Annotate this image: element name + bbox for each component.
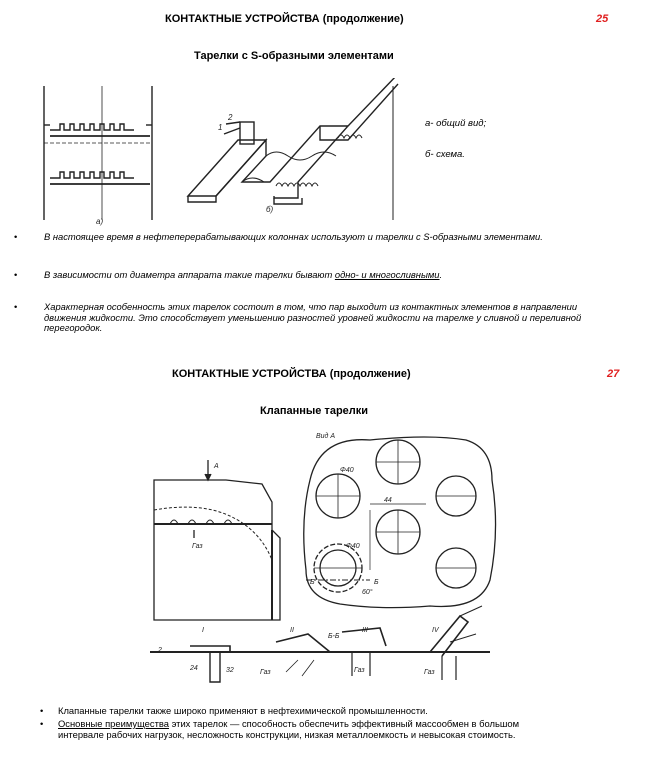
slide1-bullet-2-underlined: одно- и многосливными bbox=[334, 269, 440, 280]
slide1-bullet-2: • В зависимости от диаметра аппарата такие тарелки бывают одно- и многосливными. bbox=[14, 269, 443, 280]
slide1-bullet-2-end: . bbox=[439, 269, 443, 280]
section-view bbox=[154, 480, 280, 620]
label-a: а) bbox=[96, 217, 104, 226]
label-angle-60: 60° bbox=[362, 589, 373, 596]
s-tray-scheme bbox=[188, 78, 398, 204]
s-tray-figure bbox=[38, 78, 408, 228]
slide2-bullet-2: • Основные преимущества этих тарелок — способность обеспечить эффективный массообмен в большом интервале рабочих нагрузок, несложность конструкции, низкая металлоемкость и невысокая стоимость. bbox=[40, 718, 520, 740]
slide2-title-main: КОНТАКТНЫЕ УСТРОЙСТВА bbox=[172, 368, 327, 380]
label-b: б) bbox=[266, 205, 274, 214]
slide1-subtitle: Тарелки с S-образными элементами bbox=[194, 50, 394, 62]
slide1-title bbox=[165, 13, 404, 25]
slide1-bullet-3-text: Характерная особенность этих тарелок состоит в том, что пар выходит из контактных элементов в направлении движения жидкости. Это способствует уменьшению разностей уровней жидкости на тарелке у сливной и переливной перегородок. bbox=[44, 301, 582, 333]
slide1-page-number: 25 bbox=[596, 13, 609, 25]
slide2-title-suffix: (продолжение) bbox=[329, 368, 411, 380]
valve-tray-figure bbox=[130, 420, 520, 690]
label-dim-2: 2 bbox=[158, 647, 162, 654]
label-pos-3: III bbox=[362, 627, 368, 634]
slide2-page-number: 27 bbox=[607, 368, 620, 380]
label-2: 2 bbox=[228, 113, 233, 122]
s-tray-general-view bbox=[44, 86, 152, 220]
slide2-bullet-1: • Клапанные тарелки также широко применяют в нефтехимической промышленности. bbox=[40, 706, 620, 717]
label-pos-2: II bbox=[290, 627, 294, 634]
slide1-bullet-1: • В настоящее время в нефтеперерабатывающих колоннах используют и тарелки с S-образными элементами. bbox=[14, 232, 629, 243]
slide1-bullet-2-text: В зависимости от диаметра аппарата такие тарелки бывают bbox=[44, 269, 335, 280]
label-gaz-4: Газ bbox=[424, 669, 435, 676]
label-section: Б-Б bbox=[328, 633, 340, 640]
slide2-title bbox=[172, 368, 411, 380]
label-phi40-top: Φ40 bbox=[340, 467, 354, 474]
slide1-bullet-3: • Характерная особенность этих тарелок состоит в том, что пар выходит из контактных элементов в направлении движения жидкости. Это способствует уменьшению разностей уровней жидкости на тарелке у сливной и переливной перегородок. bbox=[14, 302, 604, 334]
label-gaz-2: Газ bbox=[260, 669, 271, 676]
slide1-bullet-1-text: В настоящее время в нефтеперерабатывающих колоннах используют и тарелки с S-образными элементами. bbox=[44, 231, 543, 242]
caption-b: б- схема. bbox=[425, 149, 465, 160]
label-dim-24: 24 bbox=[190, 665, 198, 672]
caption-a: а- общий вид; bbox=[425, 118, 487, 129]
label-pos-4: IV bbox=[432, 627, 439, 634]
label-gaz-3: Газ bbox=[354, 667, 365, 674]
label-dim-44: 44 bbox=[384, 497, 392, 504]
slide2-subtitle: Клапанные тарелки bbox=[260, 405, 369, 417]
label-1: 1 bbox=[218, 123, 223, 132]
label-gaz-left: Газ bbox=[192, 543, 203, 550]
slide2-bullet-1-text: Клапанные тарелки также широко применяют в нефтехимической промышленности. bbox=[58, 705, 428, 716]
label-b-right: Б bbox=[374, 579, 379, 586]
slide2-bullet-2-underlined: Основные преимущества bbox=[58, 718, 169, 729]
label-arrow-a: А bbox=[214, 463, 219, 470]
slide2-bullet-2-text: этих тарелок — способность обеспечить эффективный массообмен в большом интервале рабочих нагрузок, несложность конструкции, низкая металлоемкость и невысокая стоимость. bbox=[58, 718, 520, 740]
label-view-a: Вид А bbox=[316, 433, 336, 440]
slide1-title-suffix: (продолжение) bbox=[322, 13, 404, 25]
plate-view bbox=[304, 437, 496, 608]
label-pos-1: I bbox=[202, 627, 204, 634]
label-dim-32: 32 bbox=[226, 667, 234, 674]
label-b-left: Б bbox=[310, 579, 315, 586]
slide1-title-main: КОНТАКТНЫЕ УСТРОЙСТВА bbox=[165, 13, 320, 25]
label-phi40-bottom: Φ40 bbox=[346, 543, 360, 550]
